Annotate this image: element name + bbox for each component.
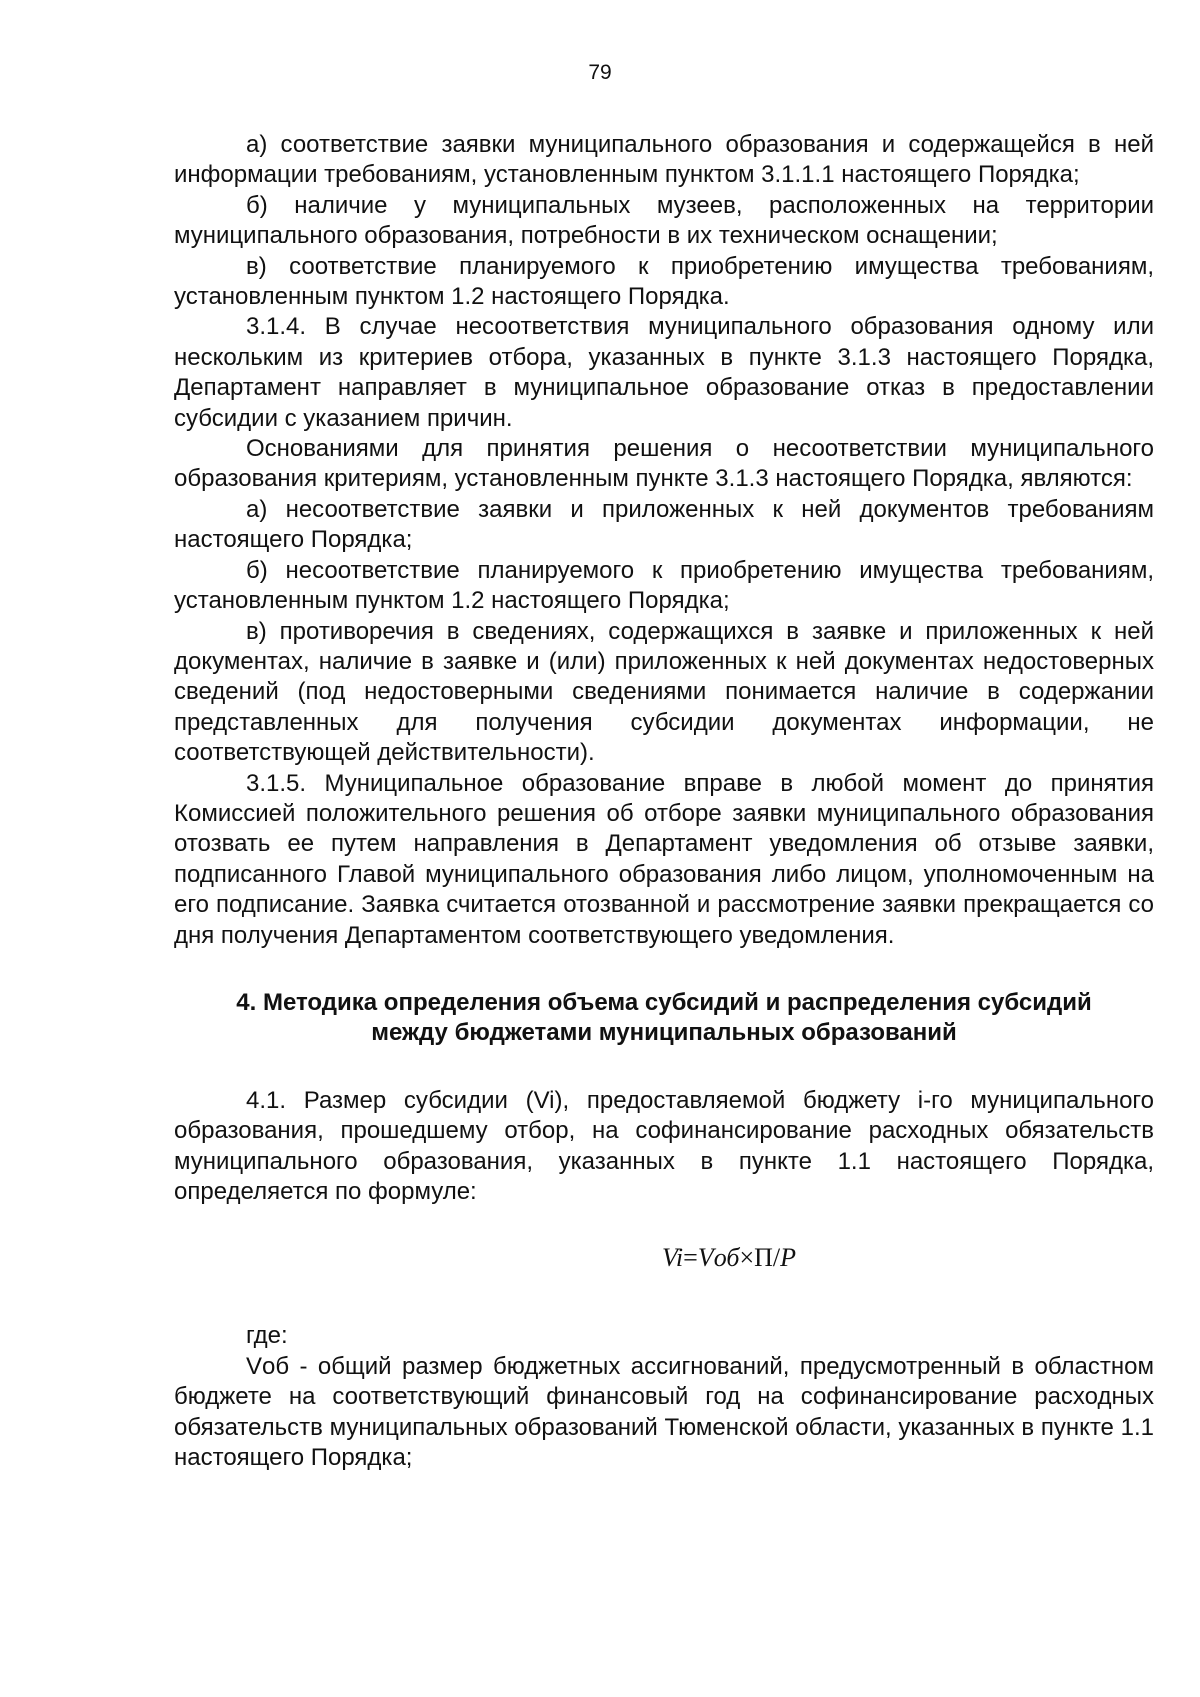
section-heading-line-1: 4. Методика определения объема субсидий и распределения субсидий <box>236 988 1092 1016</box>
section-heading-line-2: между бюджетами муниципальных образований <box>371 1019 957 1047</box>
paragraph-grounds: Основаниями для принятия решения о несоответствии муниципального образования критериям, установленным пункте 3.1.3 настоящего Порядка, являются: <box>174 435 1154 493</box>
formula-p: P <box>780 1243 797 1273</box>
paragraph-ground-c: в) противоречия в сведениях, содержащихся в заявке и приложенных к ней документах, наличие в заявке и (или) приложенных к ней документах недостоверных сведений (под недостоверными сведениями понимается наличие в содержании представленных для получения субсидии документах информации, не соответствующей действительности). <box>174 617 1154 767</box>
document-body <box>174 130 1154 1473</box>
paragraph-criterion-b: б) наличие у муниципальных музеев, расположенных на территории муниципального образования, потребности в их техническом оснащении; <box>174 191 1154 250</box>
formula-vob: Vоб <box>697 1243 740 1273</box>
formula-pi: П <box>754 1243 773 1273</box>
formula-times: × <box>739 1243 755 1273</box>
paragraph-criterion-a: а) соответствие заявки муниципального образования и содержащейся в ней информации требованиям, установленным пунктом 3.1.1.1 настоящего Порядка; <box>174 131 1154 189</box>
page-number: 79 <box>588 61 612 84</box>
formula-equals: = <box>683 1243 698 1273</box>
paragraph-vob-definition: Vоб - общий размер бюджетных ассигнований, предусмотренный в областном бюджете на соответствующий финансовый год на софинансирование расходных обязательств муниципальных образований Тюменской области, указанных в пункте 1.1 настоящего Порядка; <box>174 1352 1154 1472</box>
paragraph-ground-b: б) несоответствие планируемого к приобретению имущества требованиям, установленным пунктом 1.2 настоящего Порядка; <box>174 556 1154 615</box>
section-heading <box>174 988 1154 1049</box>
paragraph-criterion-c: в) соответствие планируемого к приобретению имущества требованиям, установленным пунктом 1.2 настоящего Порядка. <box>174 252 1154 311</box>
formula-lhs: Vi <box>661 1243 684 1273</box>
paragraph-3-1-4: 3.1.4. В случае несоответствия муниципального образования одному или нескольким из критериев отбора, указанных в пункте 3.1.3 настоящего Порядка, Департамент направляет в муниципальное образование отказ в предоставлении субсидии с указанием причин. <box>174 313 1154 432</box>
paragraph-ground-a: а) несоответствие заявки и приложенных к ней документов требованиям настоящего Порядка; <box>174 495 1154 554</box>
formula-divide: / <box>772 1243 781 1273</box>
where-label: где: <box>246 1322 288 1350</box>
paragraph-4-1: 4.1. Размер субсидии (Vi), предоставляемой бюджету i-го муниципального образования, прошедшему отбор, на софинансирование расходных обязательств муниципального образования, указанных в пункте 1.1 настоящего Порядка, определяется по формуле: <box>174 1086 1154 1205</box>
formula <box>174 1241 1154 1275</box>
paragraph-3-1-5: 3.1.5. Муниципальное образование вправе в любой момент до принятия Комиссией положительного решения об отборе заявки муниципального образования отозвать ее путем направления в Департамент уведомления об отзыве заявки, подписанного Главой муниципального образования либо лицом, уполномоченным на его подписание. Заявка считается отозванной и рассмотрение заявки прекращается со дня получения Департаментом соответствующего уведомления. <box>174 769 1154 949</box>
